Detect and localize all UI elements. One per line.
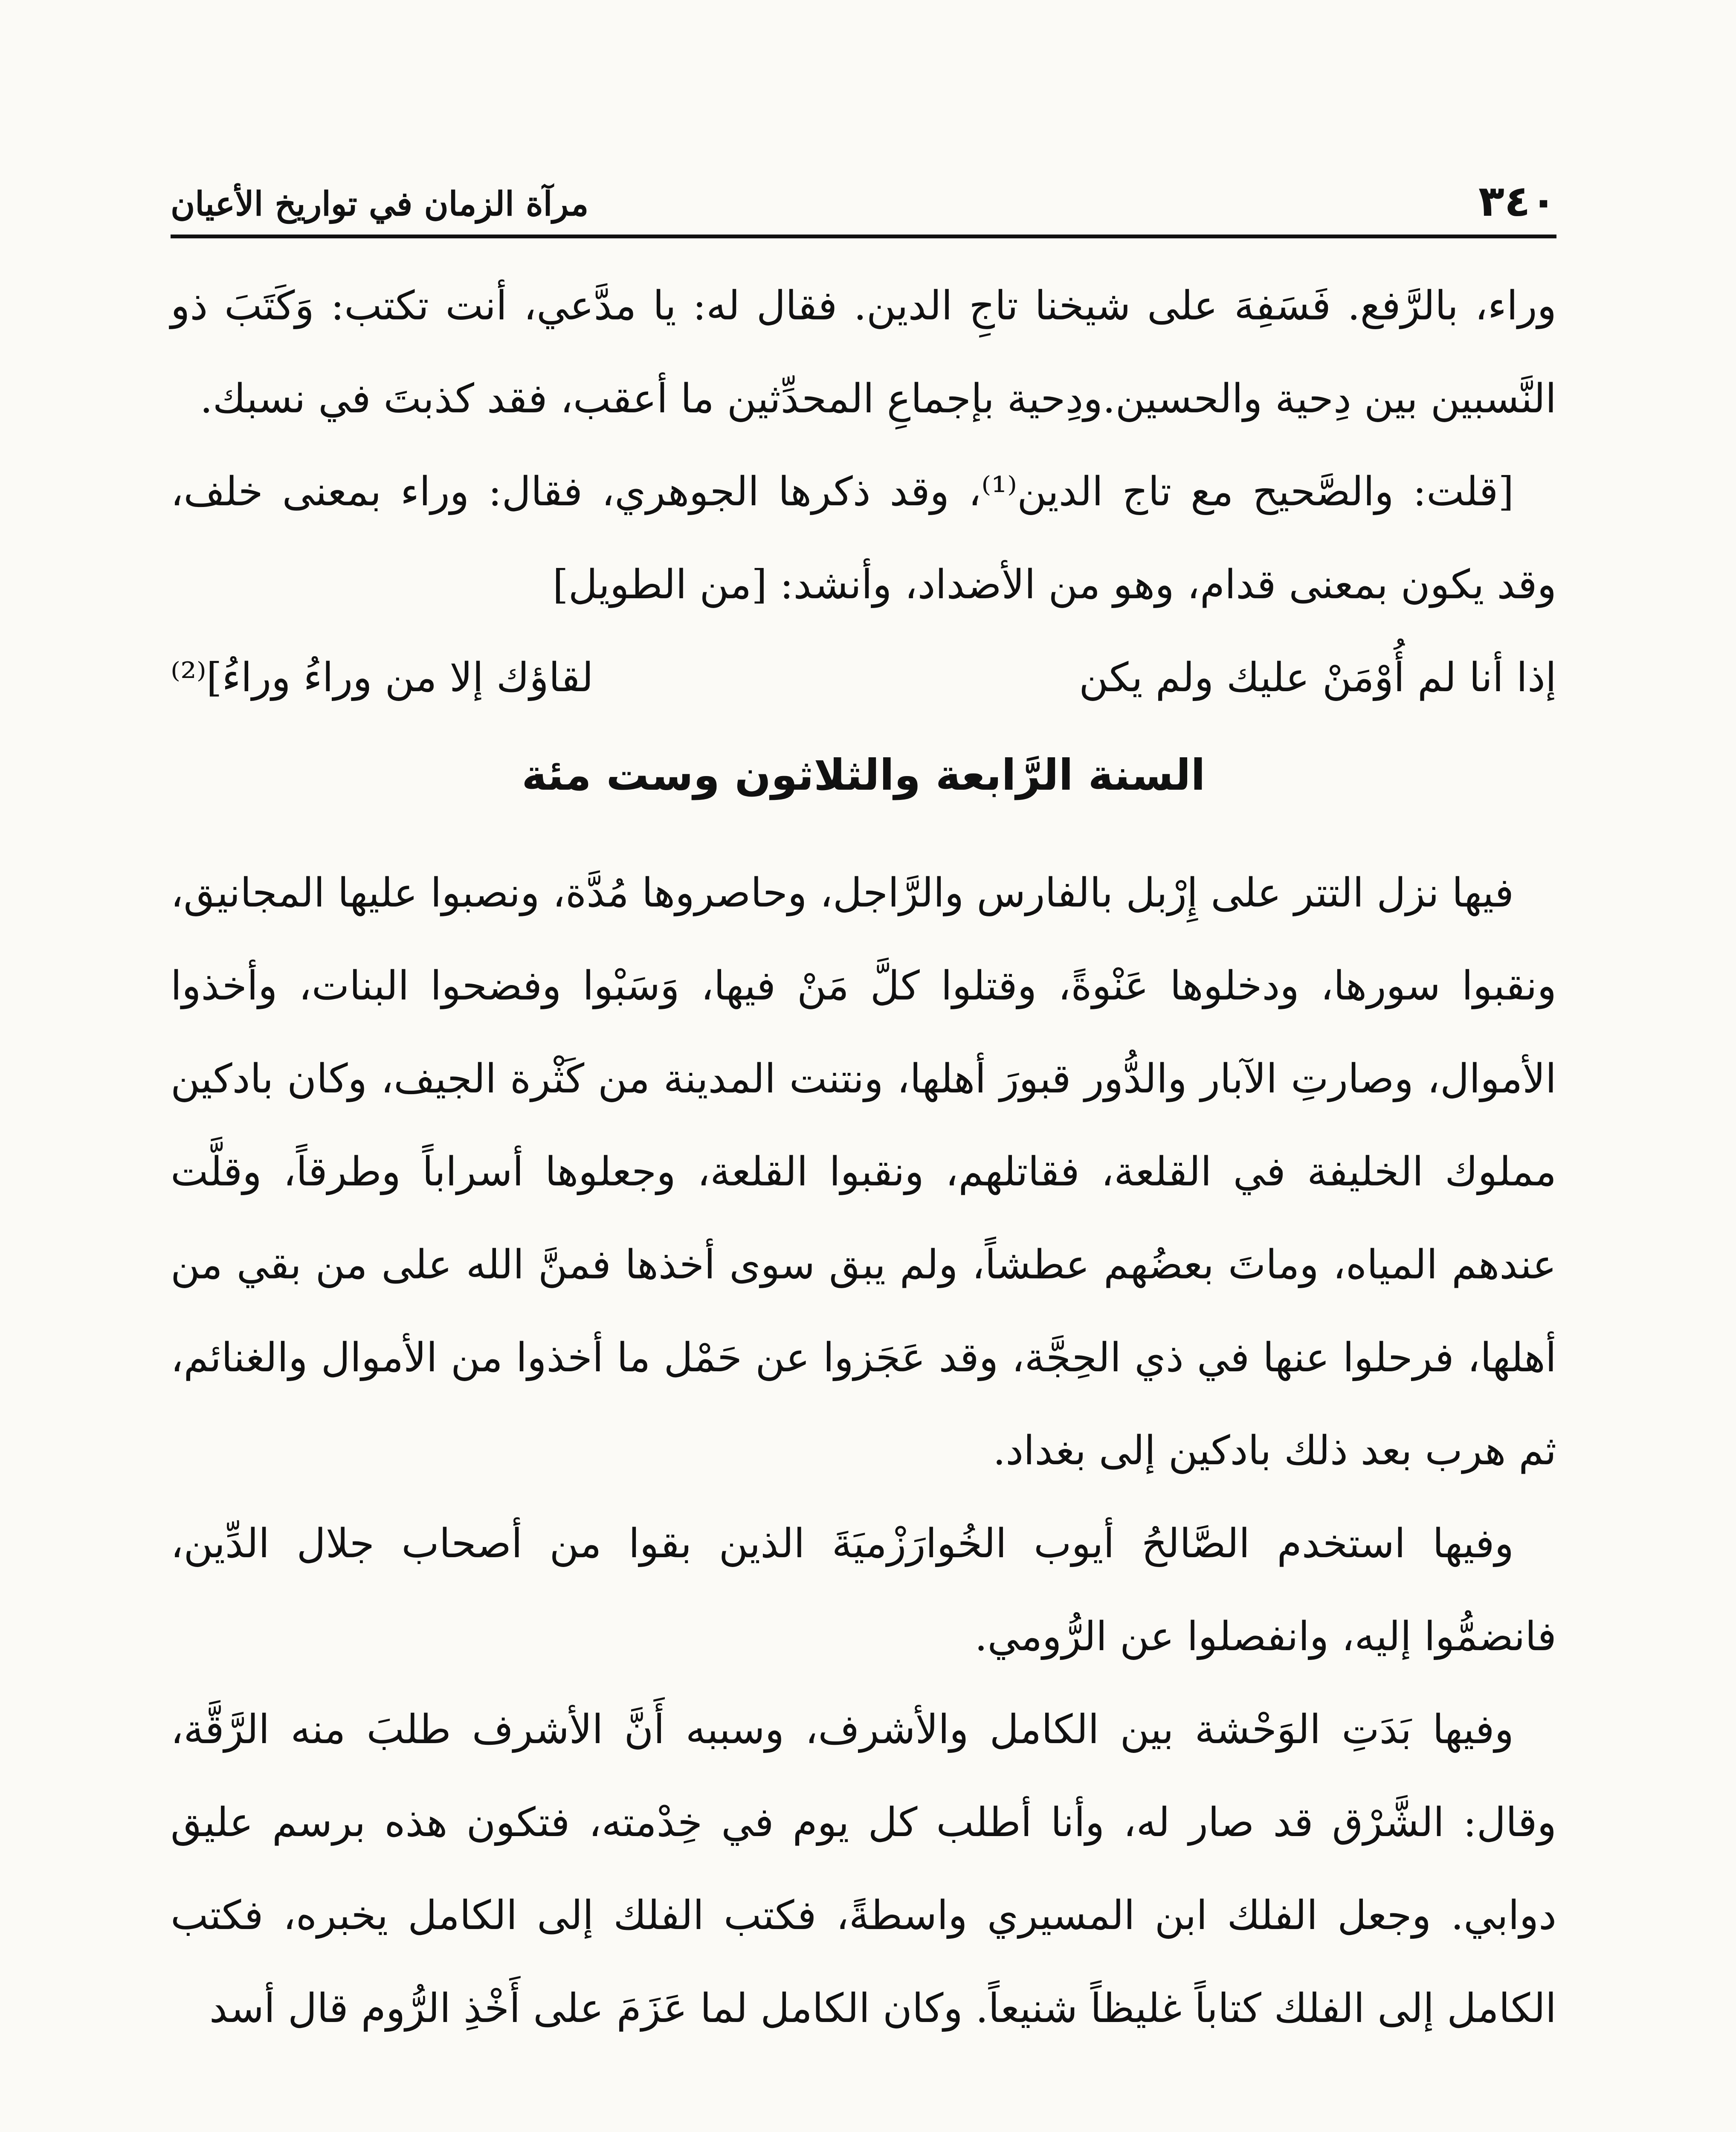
paragraph-3: فيها نزل التتر على إِرْبل بالفارس والرَّاجل، وحاصروها مُدَّة، ونصبوا عليها المجانيق، ونقبوا سورها، ودخلوها عَنْوةً، وقتلوا كلَّ مَنْ فيها، وَسَبْوا وفضحوا البنات، وأخذوا الأموال، وصارتِ الآبار والدُّور قبورَ أهلها، ونتنت المدينة من كَثْرة الجيف، وكان بادكين مملوك الخليفة في القلعة، فقاتلهم، ونقبوا القلعة، وجعلوها أسراباً وطرقاً، وقلَّت عندهم المياه، وماتَ بعضُهم عطشاً، ولم يبق سوى أخذها فمنَّ الله على من بقي من أهلها، فرحلوا عنها في ذي الحِجَّة، وقد عَجَزوا عن حَمْل ما أخذوا من الأموال والغنائم، ثم هرب بعد ذلك بادكين إلى بغداد. [171, 870, 1556, 1474]
book-title: مرآة الزمان في تواريخ الأعيان [171, 185, 589, 223]
running-header [171, 162, 1556, 238]
page-number: ٣٤٠ [1478, 176, 1556, 226]
paragraph-4: وفيها استخدم الصَّالحُ أيوب الخُوارَزْميَةَ الذين بقوا من أصحاب جلال الدِّين، فانضمُّوا إليه، وانفصلوا عن الرُّومي. [171, 1521, 1556, 1660]
paragraph-2: [قلت: والصَّحيح مع تاج الدين⁽¹⁾، وقد ذكرها الجوهري، فقال: وراء بمعنى خلف، وقد يكون بمعنى قدام، وهو من الأضداد، وأنشد: [من الطويل] [171, 469, 1556, 608]
main-text [171, 260, 1556, 2055]
paragraph-5: وفيها بَدَتِ الوَحْشة بين الكامل والأشرف، وسببه أَنَّ الأشرف طلبَ منه الرَّقَّة، وقال: الشَّرْق قد صار له، وأنا أطلب كل يوم في خِدْمته، فتكون هذه برسم عليق دوابي. وجعل الفلك ابن المسيري واسطةً، فكتب الفلك إلى الكامل يخبره، فكتب الكامل إلى الفلك كتاباً غليظاً شنيعاً. وكان الكامل لما عَزَمَ على أَخْذِ الرُّوم قال أسد [171, 1706, 1556, 2032]
paragraph-1: وراء، بالرَّفع. فَسَفِهَ على شيخنا تاجِ الدين. فقال له: يا مدَّعي، أنت تكتب: وَكَتَبَ ذو النَّسبين بين دِحية والحسين.ودِحية بإجماعِ المحدِّثين ما أعقب، فقد كذبتَ في نسبك. [171, 283, 1556, 422]
verse-first-hemistich: إذا أنا لم أُوْمَنْ عليك ولم يكن [1079, 655, 1556, 701]
section-heading: السنة الرَّابعة والثلاثون وست مئة [522, 750, 1206, 800]
poem-verse [171, 631, 1556, 724]
verse-second-hemistich: لقاؤك إلا من وراءُ وراءُ]⁽²⁾ [171, 655, 594, 701]
book-page [171, 162, 1556, 2132]
